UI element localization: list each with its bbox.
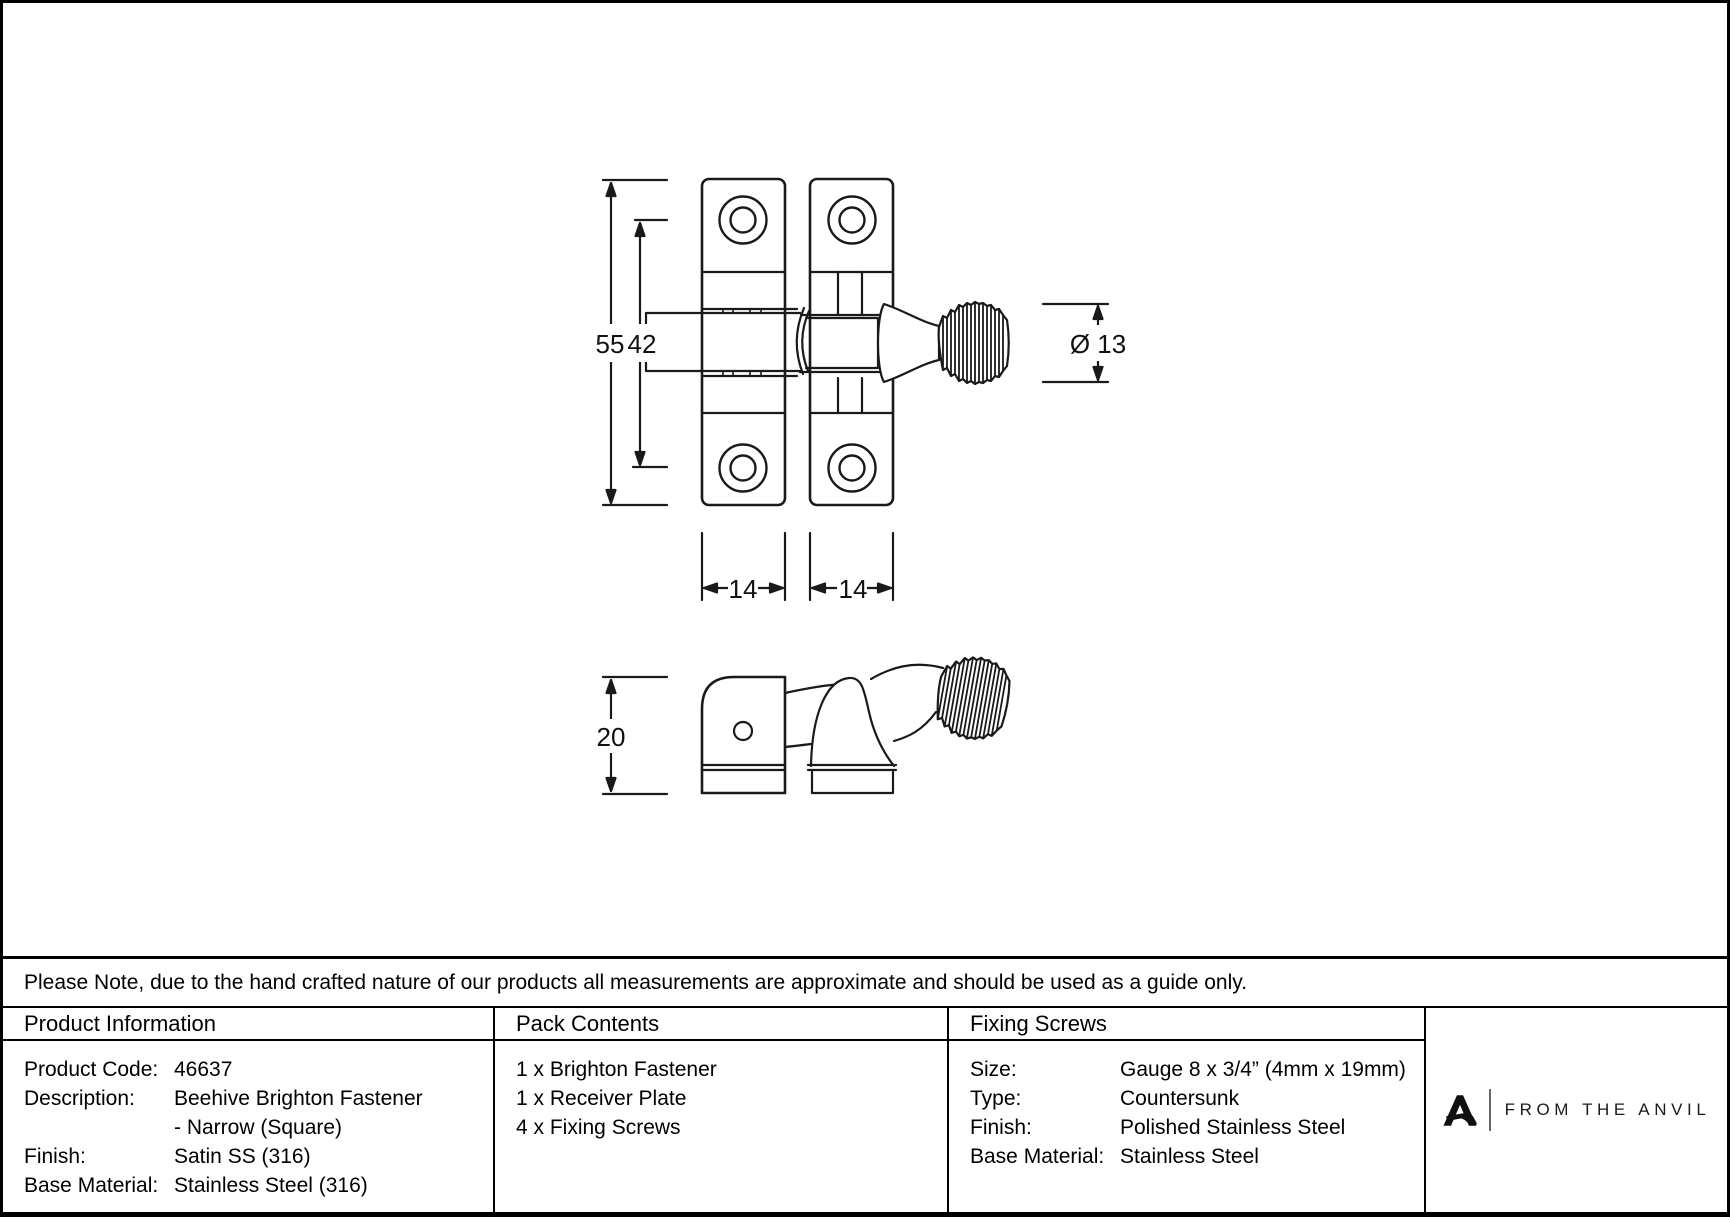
table-row <box>24 1084 485 1113</box>
dimension-hole-spacing: 42 <box>627 329 657 359</box>
list-item: 1 x Receiver Plate <box>516 1087 687 1110</box>
logo-divider <box>1489 1089 1491 1131</box>
row-label <box>24 1113 174 1142</box>
dimension-depth: 20 <box>596 722 626 752</box>
row-label: Type: <box>970 1087 1022 1110</box>
table-row <box>24 1171 485 1200</box>
disclaimer-note <box>3 956 1727 1008</box>
list-item: 1 x Brighton Fastener <box>516 1058 717 1081</box>
front-view <box>646 179 1009 505</box>
list-item: 4 x Fixing Screws <box>516 1116 681 1139</box>
fixing-screws-header: Fixing Screws <box>949 1008 1424 1041</box>
dimension-plate-width-left: 14 <box>728 574 758 604</box>
table-row <box>970 1142 1416 1171</box>
table-row <box>970 1055 1416 1084</box>
anvil-logo-icon <box>1443 1094 1477 1127</box>
row-value: Gauge 8 x 3/4” (4mm x 19mm) <box>1120 1058 1406 1081</box>
brand-cell <box>1424 1008 1727 1212</box>
table-row <box>24 1055 485 1084</box>
side-view-dimensions <box>592 677 667 794</box>
row-value: Polished Stainless Steel <box>1120 1116 1346 1139</box>
fixing-screws-column <box>947 1008 1424 1212</box>
spec-table <box>3 1008 1727 1214</box>
product-information-header: Product Information <box>3 1008 493 1041</box>
row-label: Base Material: <box>24 1174 159 1197</box>
row-label: Size: <box>970 1058 1017 1081</box>
table-row <box>24 1113 485 1142</box>
technical-drawing <box>3 3 1727 956</box>
table-row <box>970 1084 1416 1113</box>
disclaimer-note-text: Please Note, due to the hand crafted nature of our products all measurements are approximate and should be used as a guide only. <box>24 970 1248 994</box>
from-the-anvil-logo <box>1443 1089 1711 1131</box>
row-value: Countersunk <box>1120 1087 1240 1110</box>
row-label: Base Material: <box>970 1145 1105 1168</box>
logo-wordmark: FROM THE ANVIL <box>1504 1100 1711 1119</box>
row-value: - Narrow (Square) <box>174 1116 343 1139</box>
side-receiver-hump <box>811 678 894 766</box>
row-label: Finish: <box>970 1116 1032 1139</box>
knob-flare <box>878 304 939 382</box>
beehive-knob-front <box>939 302 1009 384</box>
dimension-knob-diameter: Ø 13 <box>1069 329 1127 359</box>
side-knob-neck <box>871 665 943 741</box>
side-view <box>702 651 1014 793</box>
row-label: Description: <box>24 1087 135 1110</box>
table-row <box>24 1142 485 1171</box>
row-value: Beehive Brighton Fastener <box>174 1087 423 1110</box>
row-label: Product Code: <box>24 1058 159 1081</box>
pack-contents-column <box>493 1008 947 1212</box>
dimension-plate-width-right: 14 <box>838 574 868 604</box>
row-value: 46637 <box>174 1058 233 1081</box>
beehive-knob-side <box>931 651 1014 744</box>
row-value: Satin SS (316) <box>174 1145 311 1168</box>
row-value: Stainless Steel (316) <box>174 1174 368 1197</box>
side-bracket <box>702 677 785 793</box>
pack-contents-header: Pack Contents <box>495 1008 947 1041</box>
latch-bar <box>646 308 886 376</box>
row-value: Stainless Steel <box>1120 1145 1259 1168</box>
dimension-total-height: 55 <box>595 329 625 359</box>
row-label: Finish: <box>24 1145 86 1168</box>
product-information-column <box>3 1008 493 1212</box>
table-row <box>970 1113 1416 1142</box>
